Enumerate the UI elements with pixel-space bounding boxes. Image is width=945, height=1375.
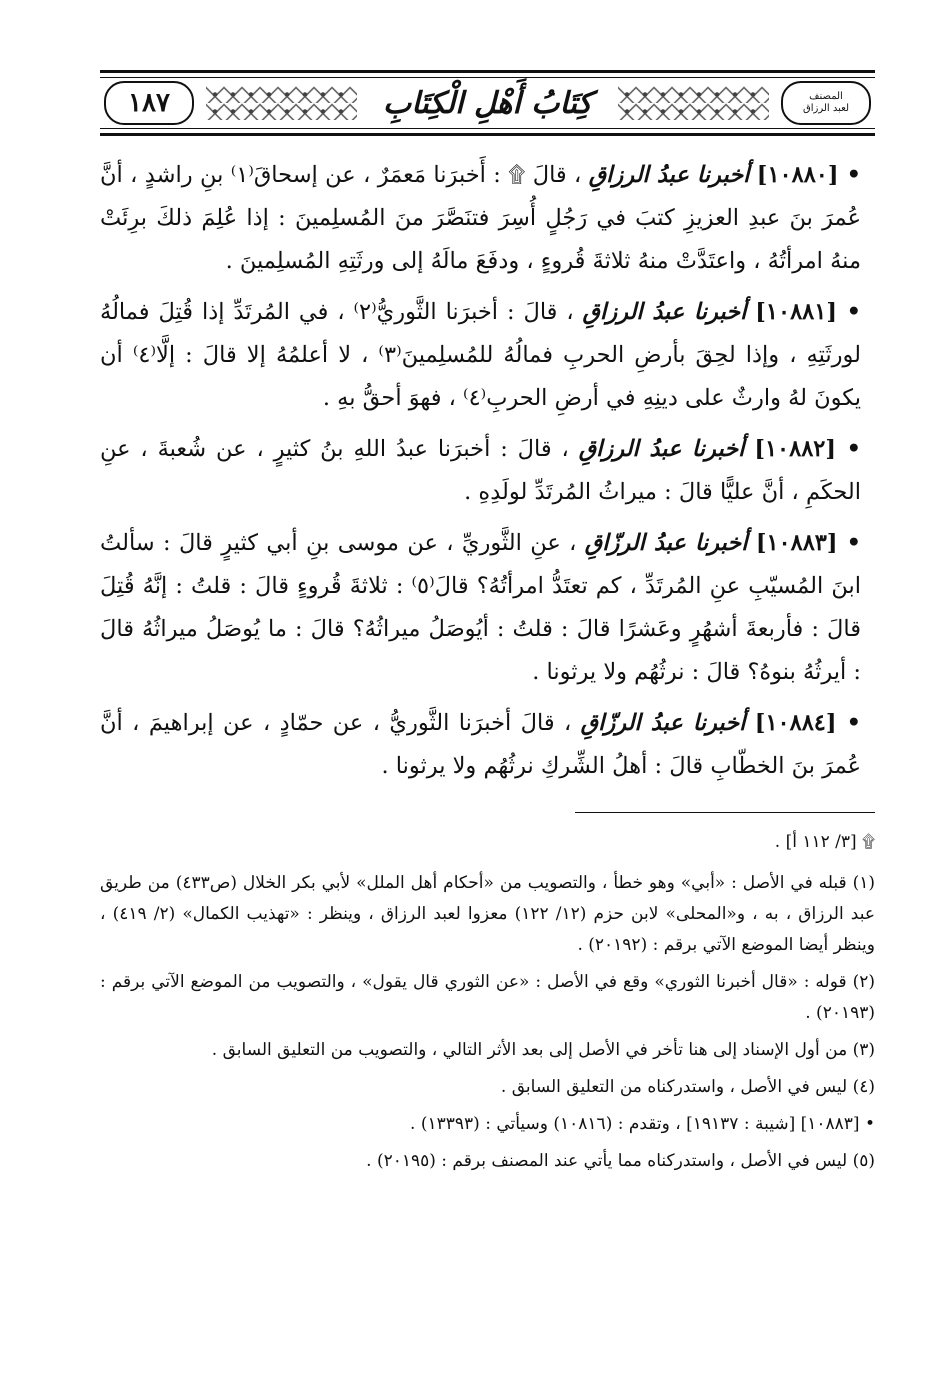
- hadith-text: ، قالَ : أخبرَنا عبدُ اللهِ بنُ كثيرٍ ، عن شُعبةَ ، عنِ الحكَمِ ، أنَّ عليًّا قالَ : ميراثُ المُرتَدِّ لولَدِهِ .: [100, 436, 861, 505]
- hadith-chain: أخبرنا عبدُ الرزاقِ: [578, 436, 745, 462]
- hadith-chain: أخبرنا عبدُ الرزّاقِ: [584, 530, 748, 556]
- footnote: (٥) ليس في الأصل ، واستدركناه مما يأتي عند المصنف برقم : (٢٠١٩٥) .: [366, 1151, 875, 1171]
- page: [100, 70, 875, 1183]
- hadith-chain: أخبرنا عبدُ الرزاقِ: [588, 162, 750, 188]
- book-seal: [781, 81, 871, 125]
- foliation-note: ۩ [٣/ ١١٢ أ] .: [774, 832, 875, 852]
- hadith-paragraph: [100, 428, 875, 514]
- header-ornament-left: [206, 86, 357, 120]
- footnotes: [100, 827, 875, 1177]
- hadith-number: • [١٠٨٨٣]: [755, 530, 861, 556]
- hadith-chain: أخبرنا عبدُ الرزّاقِ: [580, 710, 746, 736]
- hadith-paragraph: [100, 522, 875, 694]
- footnote: (١) قبله في الأصل : «أبي» وهو خطأ ، والتصويب من «أحكام أهل الملل» لأبي بكر الخلال (ص٤٣٣) من طريق عبد الرزاق ، به ، و«المحلى» لابن حزم (١٢/ ١٢٢) معزوا لعبد الرزاق ، وينظر : «تهذيب الكمال» (٢/ ٤١٩) ، وينظر أيضا الموضع الآتي برقم : (٢٠١٩٢) .: [100, 873, 875, 955]
- hadith-paragraph: [100, 154, 875, 283]
- page-header: [100, 70, 875, 136]
- hadith-number: • [١٠٨٨٤]: [754, 710, 861, 736]
- footnote: (٤) ليس في الأصل ، واستدركناه من التعليق السابق .: [500, 1077, 875, 1097]
- hadith-text: ، عنِ الثَّوريِّ ، عن موسى بنِ أبي كثيرٍ قالَ : سألتُ ابنَ المُسيّبِ عنِ المُرتَدِّ ، كم تعتَدُّ امرأتُهُ؟ قالَ⁽٥⁾ : ثلاثةَ قُروءٍ قالَ : قلتُ : إنَّهُ قُتِلَ قالَ : فأربعةَ أشهُرٍ وعَشرًا قالَ : قلتُ : أيُوصَلُ ميراثُهُ؟ قالَ : ما يُوصَلُ ميراثُهُ قالَ : أيرثُهُ بنوهُ؟ قالَ : نرثُهُم ولا يرثونا .: [100, 530, 862, 685]
- chapter-title: كِتَابُ أَهْلِ الْكِتَابِ: [365, 86, 610, 121]
- hadith-number: • [١٠٨٨٠]: [756, 162, 861, 188]
- hadith-paragraph: [100, 702, 875, 788]
- footnote: (٢) قوله : «قال أخبرنا الثوري» وقع في الأصل : «عن الثوري قال يقول» ، والتصويب من الموضع الآتي برقم : (٢٠١٩٣) .: [100, 972, 875, 1023]
- main-text: [100, 154, 875, 788]
- page-number: ١٨٧: [128, 88, 170, 118]
- hadith-text: ، قالَ أخبرَنا الثَّوريُّ ، عن حمّادٍ ، عن إبراهيمَ ، أنَّ عُمرَ بنَ الخطّابِ قالَ : أهلُ الشِّركِ نرثُهُم ولا يرثونا .: [100, 710, 861, 779]
- hadith-number: • [١٠٨٨١]: [755, 299, 861, 325]
- seal-line-1: المصنف: [809, 91, 843, 102]
- takhrij-note: • [١٠٨٨٣] [شيبة : ١٩١٣٧] ، وتقدم : (١٠٨١٦) وسيأتي : (١٣٣٩٣) .: [410, 1114, 875, 1134]
- footnote: (٣) من أول الإسناد إلى هنا تأخر في الأصل إلى بعد الأثر التالي ، والتصويب من التعليق السابق .: [211, 1040, 875, 1060]
- seal-line-2: لعبد الرزاق: [802, 103, 850, 114]
- hadith-paragraph: [100, 291, 875, 420]
- hadith-chain: أخبرنا عبدُ الرزاقِ: [582, 299, 747, 325]
- hadith-number: • [١٠٨٨٢]: [754, 436, 861, 462]
- hadith-text: ، قالَ ۩ : أَخبرَنا مَعمَرٌ ، عن إسحاقَ⁽١⁾ بنِ راشدٍ ، أنَّ عُمرَ بنَ عبدِ العزيزِ كتبَ في رَجُلٍ أُسِرَ فتنَصَّرَ منَ المُسلِمينَ : إذا عُلِمَ ذلكَ برِئَتْ منهُ امرأتُهُ ، واعتَدَّتْ منهُ ثلاثةَ قُروءٍ ، ودفَعَ مالَهُ إلى ورثَتِهِ المُسلِمينَ .: [100, 162, 861, 274]
- header-ornament-right: [618, 86, 769, 120]
- footnote-separator: [575, 812, 875, 813]
- page-number-badge: [104, 81, 194, 125]
- hadith-text: ، قالَ : أخبرَنا الثَّوريُّ⁽٢⁾ ، في المُرتَدِّ إذا قُتِلَ فمالُهُ لورثَتِهِ ، وإذا لحِقَ بأرضِ الحربِ فمالُهُ للمُسلِمينَ⁽٣⁾ ، لا أعلمُهُ إلا قالَ : إلَّا⁽٤⁾ أن يكونَ لهُ وارثٌ على دينِهِ في أرضِ الحربِ⁽٤⁾ ، فهوَ أحقُّ بهِ .: [100, 299, 861, 411]
